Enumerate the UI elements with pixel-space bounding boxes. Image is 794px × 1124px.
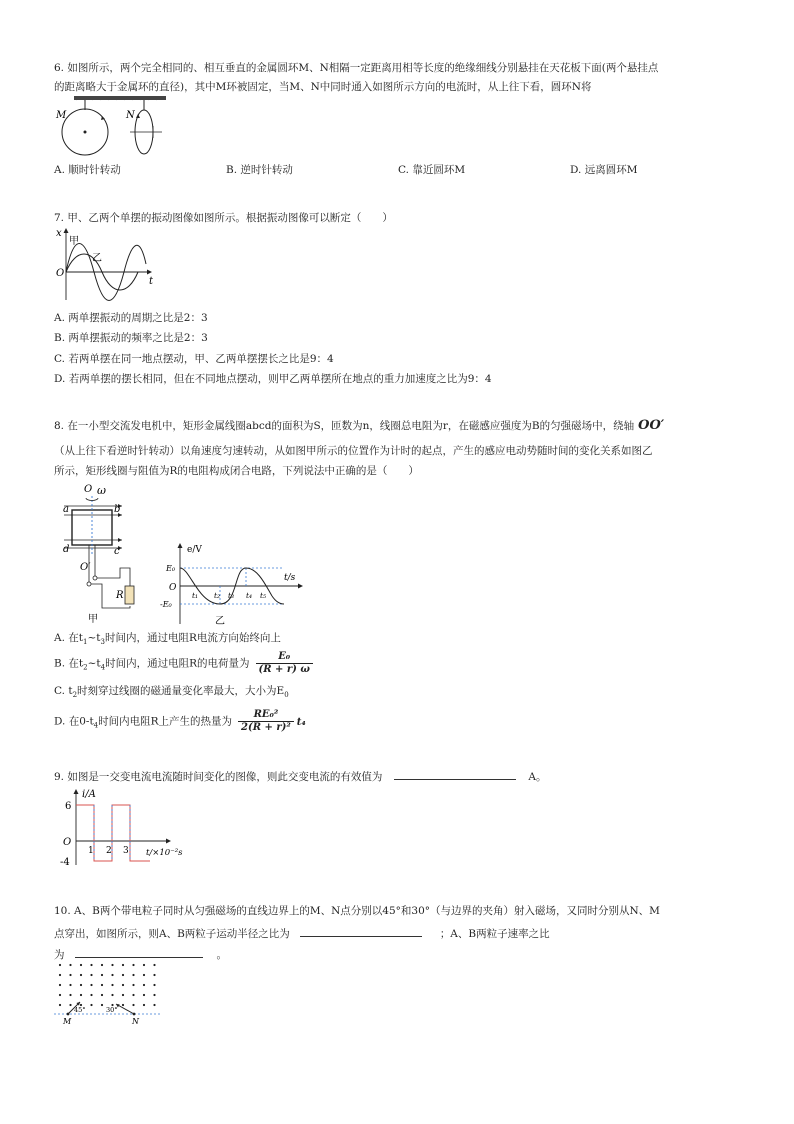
- q8-option-d-tail: t₄: [296, 716, 306, 728]
- q10-stem-line3-post: 。: [216, 949, 227, 961]
- q8-stem-line2: （从上往下看逆时针转动）以角速度匀速转动，从如图甲所示的位置作为计时的起点，产生的感应电动势随时间的变化关系如图乙: [54, 445, 653, 457]
- q8-option-d-pre: D. 在0-t: [54, 715, 94, 728]
- field-dot: [111, 994, 113, 996]
- q7-option-a: A. 两单摆振动的周期之比是2：3: [54, 312, 208, 324]
- q10-fig-30: 30°: [106, 1006, 118, 1014]
- q7-fig-yi: 乙: [92, 253, 102, 264]
- q8-option-b-sub1: 2: [83, 663, 88, 672]
- q8-axis-symbol: OO′: [638, 418, 665, 433]
- field-dot: [122, 984, 124, 986]
- field-dot: [69, 984, 71, 986]
- q7-fig-axis-x: x: [56, 228, 62, 239]
- field-dot: [101, 974, 103, 976]
- q8-yi-tick-2: t₂: [214, 591, 221, 600]
- q6-fig-label-m: M: [56, 110, 67, 121]
- q10-fig-n: N: [132, 1017, 139, 1026]
- q6-option-a: A. 顺时针转动: [54, 164, 121, 176]
- field-dot: [90, 994, 92, 996]
- field-dot: [132, 984, 134, 986]
- q8-option-d-den: 2(R + r)²: [241, 722, 291, 733]
- field-dot: [90, 974, 92, 976]
- q8-option-b-post: 时间内，通过电阻R的电荷量为: [105, 657, 250, 670]
- field-dot: [59, 1004, 61, 1006]
- field-dot: [122, 994, 124, 996]
- q8-option-a-pre: A. 在t: [54, 632, 83, 644]
- field-dot: [132, 994, 134, 996]
- q7-fig-axis-t: t: [149, 276, 154, 287]
- q8-option-c-sub2: 0: [284, 691, 289, 700]
- q6-option-c: C. 靠近圆环M: [398, 164, 466, 176]
- q8-jia-label-o-prime: O′: [80, 562, 91, 573]
- field-dot: [59, 984, 61, 986]
- q8-jia-label-omega: ω: [97, 484, 106, 497]
- field-dot: [143, 974, 145, 976]
- q8-option-a-sub1: 1: [82, 638, 88, 647]
- field-dot: [153, 964, 155, 966]
- q8-option-c: [54, 684, 289, 703]
- field-dot: [101, 1004, 103, 1006]
- q8-stem-line1-text: 8. 在一小型交流发电机中，矩形金属线圈abcd的面积为S，匝数为n，线圈总电阻为r，在磁感应强度为B的匀强磁场中，绕轴: [54, 420, 635, 432]
- q7-figure: [54, 226, 169, 302]
- q9-fig-axis-x: t/×10⁻²s: [146, 848, 183, 858]
- q9-fig-tick-3: 3: [123, 846, 129, 856]
- q9-stem-line: [54, 767, 546, 785]
- field-dot: [143, 1004, 145, 1006]
- q8-jia-label-o: O: [84, 484, 93, 495]
- q8-jia-label-r: R: [116, 590, 124, 601]
- q8-stem-line1: [54, 418, 664, 434]
- field-dot: [69, 1004, 71, 1006]
- q8-yi-label-o: O: [169, 583, 177, 593]
- q8-option-a-post: 时间内，通过电阻R电流方向始终向上: [104, 632, 281, 644]
- q6-stem-line1: 6. 如图所示，两个完全相同的、相互垂直的金属圆环M、N相隔一定距离用相等长度的绝缘细线分别悬挂在天花板下面(两个悬挂点: [54, 62, 659, 74]
- q8-option-d-num: RE₀²: [238, 709, 294, 722]
- q8-yi-tick-5: t₅: [260, 591, 267, 600]
- q10-stem-line2-pre: 点穿出，如图所示，则A、B两粒子运动半径之比为: [54, 928, 290, 940]
- field-dot: [90, 1004, 92, 1006]
- field-dot: [122, 974, 124, 976]
- q9-fig-axis-y: i/A: [82, 789, 96, 800]
- q10-stem-line3-pre: 为: [54, 949, 65, 961]
- field-dot: [143, 984, 145, 986]
- q7-option-d: D. 若两单摆的摆长相同，但在不同地点摆动，则甲乙两单摆所在地点的重力加速度之比为9：4: [54, 373, 492, 385]
- q8-option-d-sub: 4: [93, 721, 99, 730]
- q8-option-d-fraction: [238, 709, 294, 734]
- q7-fig-jia: 甲: [69, 236, 79, 247]
- q8-jia-label-c: c: [114, 546, 120, 557]
- q9-unit: A。: [528, 771, 547, 783]
- q9-figure: [58, 787, 198, 867]
- q10-stem-line2: [54, 924, 550, 942]
- q7-fig-origin: O: [56, 268, 65, 279]
- q8-yi-label-e0: E₀: [166, 564, 176, 573]
- field-dot: [153, 1004, 155, 1006]
- field-dot: [59, 994, 61, 996]
- q10-stem-line1: 10. A、B两个带电粒子同时从匀强磁场的直线边界上的M、N点分别以45°和30°（与边界的夹角）射入磁场，又同时分别从N、M: [54, 905, 660, 917]
- q7-option-c: C. 若两单摆在同一地点摆动，甲、乙两单摆摆长之比是9：4: [54, 353, 334, 365]
- field-dot: [153, 994, 155, 996]
- q8-option-b-sub2: 4: [100, 663, 106, 672]
- q8-jia-label-a: a: [63, 504, 69, 515]
- field-dot: [111, 974, 113, 976]
- field-dot: [101, 964, 103, 966]
- q8-yi-axis-x: t/s: [284, 573, 296, 583]
- field-dot: [111, 964, 113, 966]
- q6-option-b: B. 逆时针转动: [226, 164, 293, 176]
- q6-figure: [54, 96, 169, 158]
- field-dot: [143, 964, 145, 966]
- q8-option-b-fraction: [256, 651, 313, 676]
- q8-figure-yi: [160, 540, 310, 626]
- q8-option-c-sub: 2: [72, 691, 78, 700]
- q9-fig-6: 6: [65, 801, 72, 812]
- q10-field-dots: [59, 964, 156, 1006]
- q8-option-b-den: (R + r) ω: [258, 664, 310, 675]
- q8-stem-line3: 所示，矩形线圈与阻值为R的电阻构成闭合电路，下列说法中正确的是（ ）: [54, 465, 419, 477]
- q8-figure-jia: [58, 482, 148, 626]
- q9-fig-o: O: [63, 837, 72, 848]
- q8-yi-label-neg-e0: -E₀: [160, 600, 172, 609]
- field-dot: [80, 964, 82, 966]
- q8-yi-axis-y: e/V: [187, 545, 202, 555]
- field-dot: [153, 974, 155, 976]
- q9-fig-tick-1: 1: [88, 846, 94, 856]
- q8-yi-tick-3: t₃: [228, 591, 235, 600]
- field-dot: [111, 984, 113, 986]
- field-dot: [132, 974, 134, 976]
- q6-stem-line2: 的距离略大于金属环的直径)，其中M环被固定，当M、N中同时通入如图所示方向的电流时，从上往下看，圆环N将: [54, 81, 592, 93]
- q7-option-b: B. 两单摆振动的频率之比是2：3: [54, 332, 208, 344]
- field-dot: [122, 1004, 124, 1006]
- q8-yi-caption: 乙: [215, 616, 225, 626]
- field-dot: [122, 964, 124, 966]
- q8-option-c-pre: C. t: [54, 685, 73, 697]
- q8-option-a-mid: ~t: [87, 632, 101, 644]
- q8-jia-label-d: d: [63, 544, 70, 555]
- q10-answer-blank-2[interactable]: [75, 945, 203, 958]
- q9-fig-neg4: -4: [60, 857, 70, 867]
- q8-option-b: [54, 651, 313, 676]
- q8-option-a: [54, 631, 281, 650]
- q10-fig-45: 45°: [74, 1006, 86, 1014]
- q6-fig-label-n: N: [126, 110, 135, 121]
- field-dot: [80, 974, 82, 976]
- field-dot: [132, 964, 134, 966]
- field-dot: [69, 974, 71, 976]
- q8-option-b-pre: B. 在t: [54, 657, 84, 670]
- q10-answer-blank-1[interactable]: [300, 924, 422, 937]
- field-dot: [90, 964, 92, 966]
- q8-option-d: [54, 709, 306, 734]
- q10-stem-line2-post: ；A、B两粒子速率之比: [439, 928, 550, 940]
- field-dot: [59, 974, 61, 976]
- q7-stem: 7. 甲、乙两个单摆的振动图像如图所示。根据振动图像可以断定（ ）: [54, 212, 393, 224]
- field-dot: [80, 994, 82, 996]
- field-dot: [132, 1004, 134, 1006]
- field-dot: [101, 994, 103, 996]
- field-dot: [90, 984, 92, 986]
- q9-answer-blank[interactable]: [394, 767, 516, 780]
- field-dot: [69, 964, 71, 966]
- q8-yi-tick-4: t₄: [246, 591, 253, 600]
- q8-option-a-sub2: 3: [100, 638, 105, 647]
- q8-yi-tick-1: t₁: [192, 591, 199, 600]
- field-dot: [69, 994, 71, 996]
- q8-option-d-post: 时间内电阻R上产生的热量为: [98, 715, 233, 728]
- field-dot: [153, 984, 155, 986]
- q8-option-b-num: E₀: [256, 651, 313, 664]
- q6-option-d: D. 远离圆环M: [570, 164, 638, 176]
- field-dot: [59, 964, 61, 966]
- q9-fig-tick-2: 2: [106, 846, 112, 856]
- field-dot: [143, 994, 145, 996]
- q8-option-c-post: 时刻穿过线圈的磁通量变化率最大，大小为E: [77, 685, 285, 697]
- q8-jia-label-b: b: [114, 504, 121, 515]
- q8-option-b-mid: ~t: [87, 657, 101, 670]
- q10-fig-m: M: [63, 1017, 72, 1026]
- q8-jia-caption: 甲: [88, 614, 98, 625]
- q10-figure: [54, 960, 164, 1026]
- q9-stem: 9. 如图是一交变电流电流随时间变化的图像，则此交变电流的有效值为: [54, 771, 383, 783]
- field-dot: [80, 984, 82, 986]
- field-dot: [101, 984, 103, 986]
